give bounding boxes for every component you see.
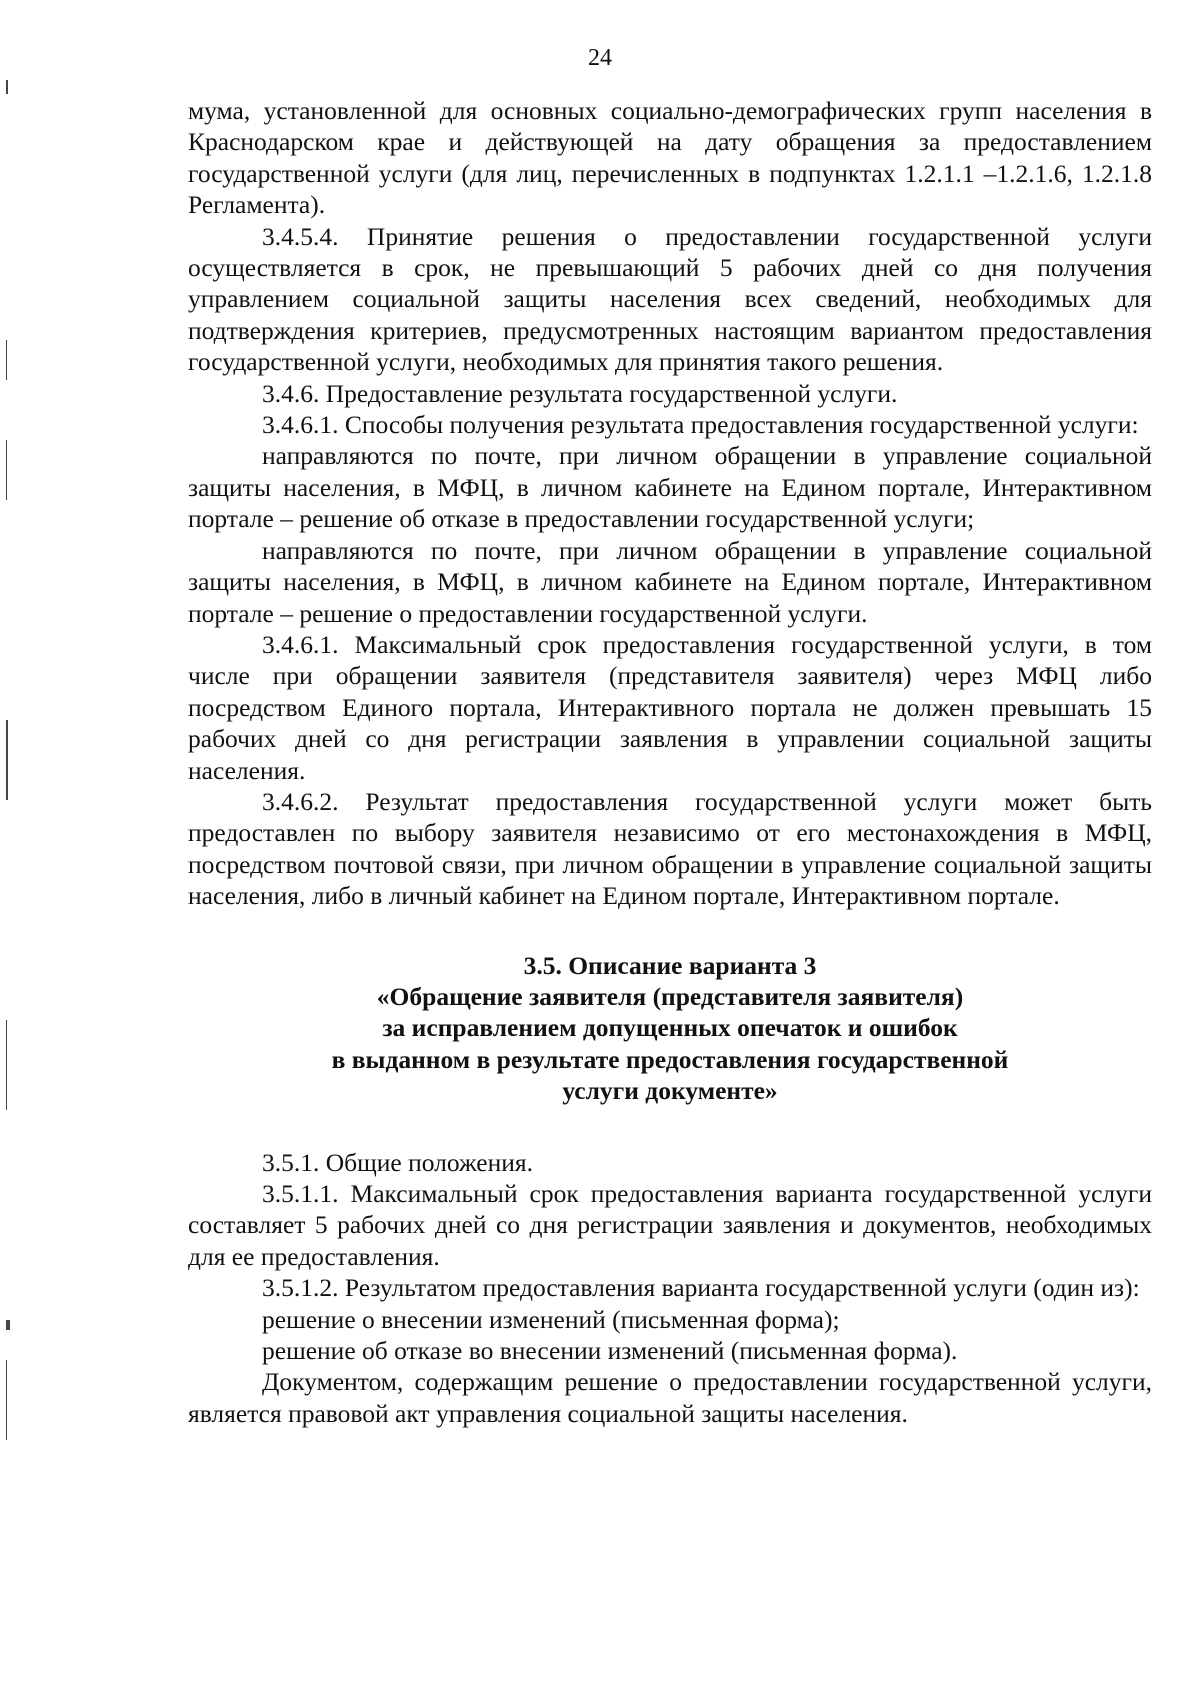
paragraph: направляются по почте, при личном обращении в управление социальной защиты населения, в МФЦ, в личном кабинете на Едином портале, Интерактивном портале – решение об отказе в предоставлении государственной услуги;: [188, 441, 1152, 534]
paragraph: решение о внесении изменений (письменная форма);: [262, 1304, 840, 1334]
paragraph: мума, установленной для основных социально-демографических групп населения в Краснодарском крае и действующей на дату обращения за предоставлением государственной услуги (для лиц, перечисленных в подпунктах 1.2.1.1 –1.2.1.6, 1.2.1.8 Регламента).: [188, 96, 1152, 220]
top-paragraphs: [188, 95, 1152, 912]
paragraph: 3.4.6. Предоставление результата государственной услуги.: [262, 378, 898, 408]
scan-mark: [6, 1020, 7, 1110]
bottom-paragraphs: [188, 1147, 1152, 1430]
paragraph: 3.5.1.1. Максимальный срок предоставления варианта государственной услуги составляет 5 рабочих дней со дня регистрации заявления и документов, необходимых для ее предоставления.: [188, 1179, 1152, 1271]
paragraph: 3.5.1.2. Результатом предоставления варианта государственной услуги (один из):: [262, 1273, 1140, 1303]
scan-mark: [6, 440, 7, 500]
page-number: 24: [588, 45, 612, 71]
scan-mark: [6, 1360, 7, 1440]
paragraph: направляются по почте, при личном обращении в управление социальной защиты населения, в МФЦ, в личном кабинете на Едином портале, Интерактивном портале – решение о предоставлении государственной услуги.: [188, 535, 1152, 628]
paragraph: 3.4.6.1. Максимальный срок предоставления государственной услуги, в том числе при обращении заявителя (представителя заявителя) через МФЦ либо посредством Единого портала, Интерактивного портала не должен превышать 15 рабочих дней со дня регистрации заявления в управлении социальной защиты населения.: [188, 629, 1152, 785]
paragraph: Документом, содержащим решение о предоставлении государственной услуги, является правовой акт управления социальной защиты населения.: [188, 1367, 1152, 1428]
scan-margin-marks: [0, 0, 20, 1697]
paragraph: 3.4.5.4. Принятие решения о предоставлении государственной услуги осуществляется в срок, не превышающий 5 рабочих дней со дня получения управлением социальной защиты населения всех сведений, необходимых для подтверждения критериев, предусмотренных настоящим вариантом предоставления государственной услуги, необходимых для принятия такого решения.: [188, 221, 1152, 377]
paragraph: 3.4.6.1. Способы получения результата предоставления государственной услуги:: [262, 410, 1139, 440]
scan-mark: [6, 340, 7, 380]
scan-mark: [6, 720, 8, 800]
paragraph: 3.4.6.2. Результат предоставления государственной услуги может быть предоставлен по выбору заявителя независимо от его местонахождения в МФЦ, посредством почтовой связи, при личном обращении в управление социальной защиты населения, либо в личный кабинет на Едином портале, Интерактивном портале.: [188, 786, 1152, 911]
scan-mark: [6, 80, 8, 94]
paragraph: решение об отказе во внесении изменений (письменная форма).: [262, 1336, 958, 1366]
heading-line: за исправлением допущенных опечаток и ошибок: [382, 1013, 958, 1043]
heading-line: «Обращение заявителя (представителя заявителя): [376, 981, 964, 1011]
paragraph: 3.5.1. Общие положения.: [262, 1147, 534, 1177]
heading-line: услуги документе»: [562, 1076, 778, 1106]
section-heading: [188, 950, 1152, 1107]
heading-line: в выданном в результате предоставления государственной: [331, 1044, 1009, 1074]
document-body: [188, 95, 1152, 1429]
scan-mark: [6, 1320, 10, 1330]
heading-line: 3.5. Описание варианта 3: [523, 950, 817, 980]
